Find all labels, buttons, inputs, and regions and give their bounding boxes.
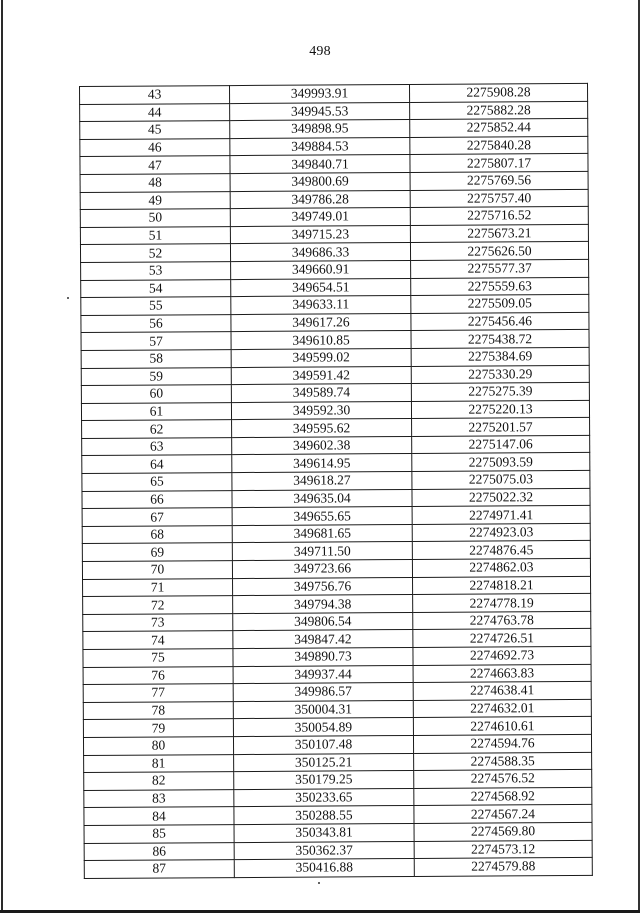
point-number-cell: 45 <box>80 121 230 140</box>
point-number-cell: 86 <box>84 842 234 861</box>
table-row <box>84 858 592 879</box>
point-number-cell: 60 <box>81 385 231 404</box>
y-coordinate-cell: 2275075.03 <box>412 470 590 489</box>
x-coordinate-cell: 349655.65 <box>232 507 412 526</box>
y-coordinate-cell: 2274971.41 <box>412 506 590 525</box>
point-number-cell: 50 <box>80 209 230 228</box>
coordinates-table-body <box>80 83 593 878</box>
x-coordinate-cell: 349589.74 <box>231 384 411 403</box>
x-coordinate-cell: 349749.01 <box>230 208 410 227</box>
x-coordinate-cell: 349756.76 <box>233 577 413 596</box>
y-coordinate-cell: 2274594.76 <box>413 734 591 753</box>
point-number-cell: 67 <box>82 508 232 527</box>
coordinates-table <box>79 83 593 879</box>
point-number-cell: 64 <box>82 455 232 474</box>
y-coordinate-cell: 2274638.41 <box>413 682 591 701</box>
y-coordinate-cell: 2275509.05 <box>411 295 589 314</box>
x-coordinate-cell: 349618.27 <box>232 472 412 491</box>
point-number-cell: 43 <box>80 86 230 105</box>
y-coordinate-cell: 2274923.03 <box>412 523 590 542</box>
x-coordinate-cell: 350107.48 <box>233 735 413 754</box>
x-coordinate-cell: 349592.30 <box>231 401 411 420</box>
y-coordinate-cell: 2274726.51 <box>413 629 591 648</box>
x-coordinate-cell: 349993.91 <box>230 84 410 103</box>
y-coordinate-cell: 2275330.29 <box>411 365 589 384</box>
point-number-cell: 54 <box>81 279 231 298</box>
x-coordinate-cell: 349847.42 <box>233 630 413 649</box>
y-coordinate-cell: 2274663.83 <box>413 664 591 683</box>
y-coordinate-cell: 2275275.39 <box>411 382 589 401</box>
point-number-cell: 63 <box>82 437 232 456</box>
y-coordinate-cell: 2274567.24 <box>414 805 592 824</box>
point-number-cell: 79 <box>83 719 233 738</box>
y-coordinate-cell: 2274763.78 <box>413 611 591 630</box>
y-coordinate-cell: 2275626.50 <box>410 242 588 261</box>
point-number-cell: 58 <box>81 349 231 368</box>
x-coordinate-cell: 349610.85 <box>231 331 411 350</box>
y-coordinate-cell: 2274778.19 <box>413 594 591 613</box>
y-coordinate-cell: 2274862.03 <box>412 558 590 577</box>
y-coordinate-cell: 2275093.59 <box>412 453 590 472</box>
y-coordinate-cell: 2274876.45 <box>412 541 590 560</box>
point-number-cell: 75 <box>83 649 233 668</box>
y-coordinate-cell: 2275807.17 <box>410 154 588 173</box>
point-number-cell: 55 <box>81 297 231 316</box>
y-coordinate-cell: 2275908.28 <box>409 83 587 102</box>
x-coordinate-cell: 349602.38 <box>232 436 412 455</box>
point-number-cell: 73 <box>83 613 233 632</box>
y-coordinate-cell: 2275201.57 <box>412 418 590 437</box>
y-coordinate-cell: 2274569.80 <box>414 822 592 841</box>
x-coordinate-cell: 349614.95 <box>232 454 412 473</box>
x-coordinate-cell: 349599.02 <box>231 348 411 367</box>
y-coordinate-cell: 2275384.69 <box>411 347 589 366</box>
scan-speck <box>318 882 320 884</box>
y-coordinate-cell: 2274818.21 <box>413 576 591 595</box>
x-coordinate-cell: 349715.23 <box>230 225 410 244</box>
y-coordinate-cell: 2275757.40 <box>410 189 588 208</box>
y-coordinate-cell: 2275147.06 <box>412 435 590 454</box>
point-number-cell: 78 <box>83 701 233 720</box>
x-coordinate-cell: 350179.25 <box>234 771 414 790</box>
page-number: 498 <box>309 44 331 59</box>
y-coordinate-cell: 2275673.21 <box>410 224 588 243</box>
x-coordinate-cell: 349986.57 <box>233 683 413 702</box>
x-coordinate-cell: 349937.44 <box>233 665 413 684</box>
point-number-cell: 71 <box>83 578 233 597</box>
point-number-cell: 46 <box>80 138 230 157</box>
point-number-cell: 56 <box>81 314 231 333</box>
x-coordinate-cell: 349806.54 <box>233 612 413 631</box>
y-coordinate-cell: 2275852.44 <box>410 119 588 138</box>
x-coordinate-cell: 350288.55 <box>234 806 414 825</box>
x-coordinate-cell: 349840.71 <box>230 155 410 174</box>
x-coordinate-cell: 350125.21 <box>234 753 414 772</box>
point-number-cell: 51 <box>80 226 230 245</box>
x-coordinate-cell: 350362.37 <box>234 841 414 860</box>
y-coordinate-cell: 2274576.52 <box>414 770 592 789</box>
point-number-cell: 84 <box>84 807 234 826</box>
point-number-cell: 76 <box>83 666 233 685</box>
point-number-cell: 62 <box>82 420 232 439</box>
point-number-cell: 65 <box>82 473 232 492</box>
point-number-cell: 48 <box>80 174 230 193</box>
scan-speck <box>67 297 69 299</box>
point-number-cell: 66 <box>82 490 232 509</box>
y-coordinate-cell: 2275716.52 <box>410 207 588 226</box>
y-coordinate-cell: 2274588.35 <box>414 752 592 771</box>
x-coordinate-cell: 349898.95 <box>230 120 410 139</box>
point-number-cell: 83 <box>84 789 234 808</box>
x-coordinate-cell: 349890.73 <box>233 647 413 666</box>
x-coordinate-cell: 350233.65 <box>234 788 414 807</box>
x-coordinate-cell: 350416.88 <box>234 859 414 878</box>
y-coordinate-cell: 2274568.92 <box>414 787 592 806</box>
y-coordinate-cell: 2275559.63 <box>411 277 589 296</box>
x-coordinate-cell: 349786.28 <box>230 190 410 209</box>
x-coordinate-cell: 349681.65 <box>232 524 412 543</box>
x-coordinate-cell: 349660.91 <box>231 260 411 279</box>
y-coordinate-cell: 2274579.88 <box>414 858 592 877</box>
x-coordinate-cell: 349635.04 <box>232 489 412 508</box>
point-number-cell: 47 <box>80 156 230 175</box>
point-number-cell: 77 <box>83 684 233 703</box>
point-number-cell: 59 <box>81 367 231 386</box>
y-coordinate-cell: 2274632.01 <box>413 699 591 718</box>
x-coordinate-cell: 349884.53 <box>230 137 410 156</box>
x-coordinate-cell: 349945.53 <box>230 102 410 121</box>
y-coordinate-cell: 2275769.56 <box>410 171 588 190</box>
point-number-cell: 52 <box>80 244 230 263</box>
point-number-cell: 85 <box>84 825 234 844</box>
x-coordinate-cell: 349686.33 <box>230 243 410 262</box>
x-coordinate-cell: 349595.62 <box>232 419 412 438</box>
y-coordinate-cell: 2274573.12 <box>414 840 592 859</box>
y-coordinate-cell: 2274610.61 <box>413 717 591 736</box>
x-coordinate-cell: 349617.26 <box>231 313 411 332</box>
y-coordinate-cell: 2275577.37 <box>411 259 589 278</box>
point-number-cell: 82 <box>84 772 234 791</box>
point-number-cell: 61 <box>81 402 231 421</box>
y-coordinate-cell: 2275220.13 <box>411 400 589 419</box>
y-coordinate-cell: 2275438.72 <box>411 330 589 349</box>
x-coordinate-cell: 349800.69 <box>230 172 410 191</box>
point-number-cell: 87 <box>84 860 234 879</box>
x-coordinate-cell: 349723.66 <box>232 560 412 579</box>
x-coordinate-cell: 349654.51 <box>231 278 411 297</box>
point-number-cell: 69 <box>82 543 232 562</box>
point-number-cell: 74 <box>83 631 233 650</box>
point-number-cell: 44 <box>80 103 230 122</box>
point-number-cell: 57 <box>81 332 231 351</box>
x-coordinate-cell: 349794.38 <box>233 595 413 614</box>
x-coordinate-cell: 349591.42 <box>231 366 411 385</box>
x-coordinate-cell: 349633.11 <box>231 296 411 315</box>
point-number-cell: 72 <box>83 596 233 615</box>
y-coordinate-cell: 2275022.32 <box>412 488 590 507</box>
point-number-cell: 68 <box>82 525 232 544</box>
y-coordinate-cell: 2275840.28 <box>410 136 588 155</box>
point-number-cell: 49 <box>80 191 230 210</box>
x-coordinate-cell: 350004.31 <box>233 700 413 719</box>
x-coordinate-cell: 349711.50 <box>232 542 412 561</box>
point-number-cell: 81 <box>84 754 234 773</box>
point-number-cell: 70 <box>82 561 232 580</box>
scan-left-edge <box>1 0 3 913</box>
y-coordinate-cell: 2274692.73 <box>413 646 591 665</box>
y-coordinate-cell: 2275456.46 <box>411 312 589 331</box>
point-number-cell: 80 <box>83 737 233 756</box>
y-coordinate-cell: 2275882.28 <box>410 101 588 120</box>
x-coordinate-cell: 350054.89 <box>233 718 413 737</box>
point-number-cell: 53 <box>81 262 231 281</box>
x-coordinate-cell: 350343.81 <box>234 823 414 842</box>
